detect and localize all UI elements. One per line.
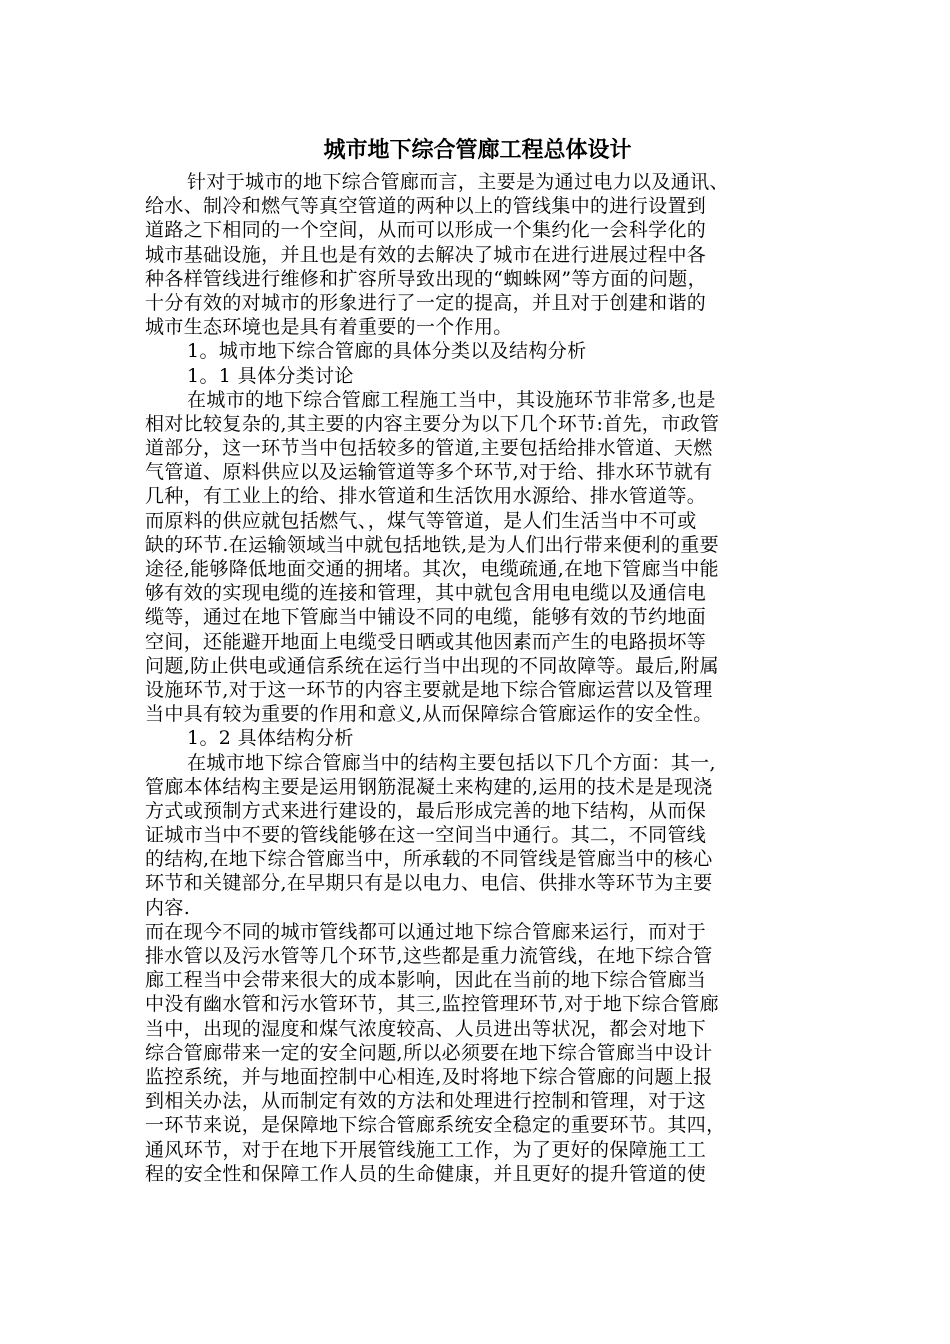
text-line: 一环节来说，是保障地下综合管廊系统安全稳定的重要环节。其四， bbox=[145, 1114, 726, 1137]
text-line: 几种，有工业上的给、排水管道和生活饮用水源给、排水管道等。 bbox=[145, 485, 707, 508]
text-line: 管廊本体结构主要是运用钢筋混凝土来构建的,运用的技术是是现浇 bbox=[145, 775, 713, 798]
text-line: 空间，还能避开地面上电缆受日晒或其他因素而产生的电路损坏等 bbox=[145, 630, 707, 653]
text-line: 通风环节，对于在地下开展管线施工工作，为了更好的保障施工工 bbox=[145, 1138, 707, 1161]
text-line: 气管道、原料供应以及运输管道等多个环节,对于给、排水环节就有 bbox=[145, 461, 713, 484]
document-body bbox=[145, 170, 810, 1186]
text-line: 十分有效的对城市的形象进行了一定的提高，并且对于创建和谐的 bbox=[145, 291, 707, 314]
document-page bbox=[145, 132, 810, 1186]
document-title: 城市地下综合管廊工程总体设计 bbox=[323, 138, 632, 163]
text-line: 问题,防止供电或通信系统在运行当中出现的不同故障等。最后,附属 bbox=[145, 654, 719, 677]
text-line: 给水、制冷和燃气等真空管道的两种以上的管线集中的进行设置到 bbox=[145, 195, 707, 218]
text-line: 缺的环节.在运输领域当中就包括地铁,是为人们出行带来便利的重要 bbox=[145, 533, 719, 556]
text-line: 道部分，这一环节当中包括较多的管道,主要包括给排水管道、天燃 bbox=[145, 437, 713, 460]
text-line: 环节和关键部分,在早期只有是以电力、电信、供排水等环节为主要 bbox=[145, 872, 713, 895]
text-line: 而在现今不同的城市管线都可以通过地下综合管廊来运行，而对于 bbox=[145, 920, 707, 943]
text-line: 方式或预制方式来进行建设的，最后形成完善的地下结构，从而保 bbox=[145, 799, 707, 822]
text-line: 当中具有较为重要的作用和意义,从而保障综合管廊运作的安全性。 bbox=[145, 703, 713, 726]
text-line: 途径,能够降低地面交通的拥堵。其次，电缆疏通,在地下管廊当中能 bbox=[145, 558, 719, 580]
text-line: 到相关办法，从而制定有效的方法和处理进行控制和管理，对于这 bbox=[145, 1090, 707, 1113]
text-line: 道路之下相同的一个空间，从而可以形成一个集约化一会科学化的 bbox=[145, 219, 707, 242]
text-line: 城市基础设施，并且也是有效的去解决了城市在进行进展过程中各 bbox=[145, 243, 707, 266]
text-line: 当中，出现的湿度和煤气浓度较高、人员进出等状况，都会对地下 bbox=[145, 1017, 707, 1040]
text-line: 程的安全性和保障工作人员的生命健康，并且更好的提升管道的使 bbox=[145, 1162, 707, 1185]
text-line: 证城市当中不要的管线能够在这一空间当中通行。其二，不同管线 bbox=[145, 824, 707, 847]
text-line: 缆等，通过在地下管廊当中铺设不同的电缆，能够有效的节约地面 bbox=[145, 606, 707, 629]
text-line: 1。城市地下综合管廊的具体分类以及结构分析 bbox=[187, 340, 587, 363]
text-line: 在城市地下综合管廊当中的结构主要包括以下几个方面：其一, bbox=[187, 751, 716, 774]
text-line: 的结构,在地下综合管廊当中，所承载的不同管线是管廊当中的核心 bbox=[145, 848, 713, 871]
text-line: 城市生态环境也是具有着重要的一个作用。 bbox=[145, 316, 513, 339]
text-line: 相对比较复杂的,其主要的内容主要分为以下几个环节:首先，市政管 bbox=[145, 412, 720, 435]
text-line: 够有效的实现电缆的连接和管理，其中就包含用电电缆以及通信电 bbox=[145, 582, 707, 605]
text-line: 1。1 具体分类讨论 bbox=[187, 364, 354, 387]
text-line: 而原料的供应就包括燃气、，煤气等管道，是人们生活当中不可或 bbox=[145, 509, 697, 532]
text-line: 设施环节,对于这一环节的内容主要就是地下综合管廊运营以及管理 bbox=[145, 678, 713, 701]
text-line: 排水管以及污水管等几个环节,这些都是重力流管线，在地下综合管 bbox=[145, 945, 713, 967]
text-line: 在城市的地下综合管廊工程施工当中，其设施环节非常多,也是 bbox=[187, 388, 716, 411]
text-line: 1。2 具体结构分析 bbox=[187, 727, 354, 750]
text-line: 监控系统，并与地面控制中心相连,及时将地下综合管廊的问题上报 bbox=[145, 1065, 713, 1088]
text-line: 综合管廊带来一定的安全问题,所以必须要在地下综合管廊当中设计 bbox=[145, 1041, 713, 1064]
text-line: 中没有幽水管和污水管环节，其三,监控管理环节,对于地下综合管廊 bbox=[145, 993, 719, 1016]
text-line: 廊工程当中会带来很大的成本影响，因此在当前的地下综合管廊当 bbox=[145, 969, 707, 992]
text-line: 针对于城市的地下综合管廊而言，主要是为通过电力以及通讯、 bbox=[187, 171, 729, 193]
text-line: 内容. bbox=[145, 896, 191, 919]
text-line: 种各样管线进行维修和扩容所导致出现的“蜘蛛网”等方面的问题， bbox=[145, 267, 707, 290]
